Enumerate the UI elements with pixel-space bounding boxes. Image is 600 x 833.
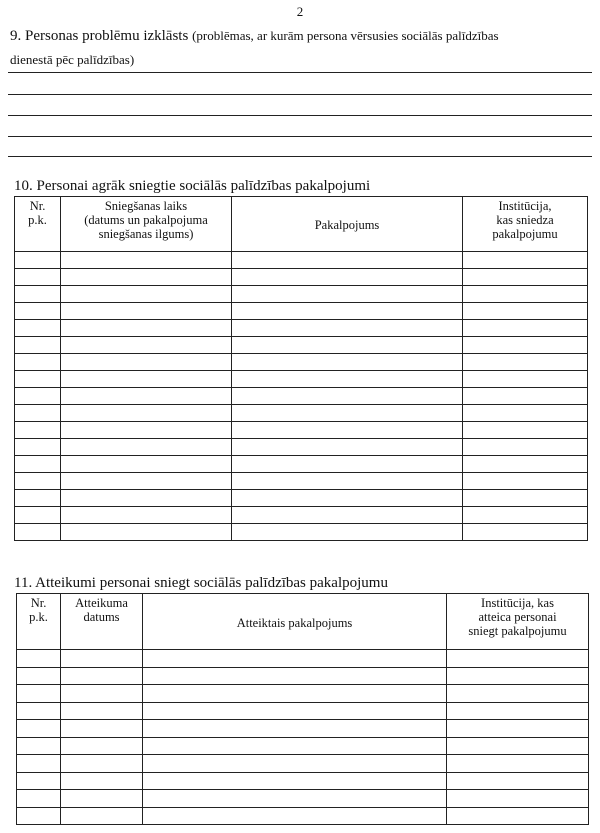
table-cell[interactable] (232, 286, 463, 303)
table-cell[interactable] (232, 320, 463, 337)
table-cell[interactable] (463, 456, 588, 473)
table-cell[interactable] (17, 807, 61, 825)
table-cell[interactable] (61, 807, 143, 825)
table-cell[interactable] (17, 755, 61, 773)
answer-line[interactable] (8, 136, 592, 137)
table-row (17, 720, 589, 738)
table-cell[interactable] (61, 269, 232, 286)
table-cell[interactable] (61, 320, 232, 337)
table-row (15, 337, 588, 354)
table-cell[interactable] (463, 524, 588, 541)
table-row (15, 456, 588, 473)
table-row (17, 790, 589, 808)
table-cell[interactable] (61, 354, 232, 371)
table-cell[interactable] (61, 490, 232, 507)
table-row (15, 320, 588, 337)
table-cell[interactable] (17, 685, 61, 703)
table-cell[interactable] (61, 371, 232, 388)
table-cell[interactable] (463, 507, 588, 524)
table-cell[interactable] (61, 337, 232, 354)
table-cell[interactable] (143, 650, 447, 668)
table-row (15, 473, 588, 490)
table-cell[interactable] (232, 524, 463, 541)
table-cell[interactable] (61, 303, 232, 320)
services-provided-table (14, 196, 588, 541)
table-cell[interactable] (61, 720, 143, 738)
section-9-title (10, 26, 595, 46)
table-cell[interactable] (17, 702, 61, 720)
table-cell[interactable] (143, 772, 447, 790)
table-row (15, 439, 588, 456)
table-cell[interactable] (232, 473, 463, 490)
table-cell[interactable] (232, 354, 463, 371)
table-cell[interactable] (143, 807, 447, 825)
table-row (17, 685, 589, 703)
table-cell[interactable] (61, 790, 143, 808)
table-cell[interactable] (447, 772, 589, 790)
table-cell[interactable] (447, 790, 589, 808)
table-cell[interactable] (61, 439, 232, 456)
table-cell[interactable] (447, 667, 589, 685)
table-cell[interactable] (447, 685, 589, 703)
table-cell[interactable] (232, 490, 463, 507)
answer-line[interactable] (8, 94, 592, 95)
table-cell[interactable] (61, 685, 143, 703)
table-cell[interactable] (143, 790, 447, 808)
answer-line[interactable] (8, 115, 592, 116)
table-cell[interactable] (17, 650, 61, 668)
table-cell[interactable] (61, 473, 232, 490)
column-header-institution: Institūcija, kas sniedza pakalpojumu (463, 197, 588, 252)
table-cell[interactable] (463, 388, 588, 405)
table-row (17, 772, 589, 790)
table-cell[interactable] (232, 303, 463, 320)
table-cell[interactable] (143, 737, 447, 755)
column-header-nr: Nr. p.k. (17, 594, 61, 650)
table-cell[interactable] (463, 371, 588, 388)
column-header-refused-service: Atteiktais pakalpojums (143, 594, 447, 650)
table-cell[interactable] (15, 439, 61, 456)
column-header-service: Pakalpojums (232, 197, 463, 252)
table-row (15, 507, 588, 524)
table-cell[interactable] (61, 405, 232, 422)
table-cell[interactable] (17, 720, 61, 738)
table-cell[interactable] (143, 755, 447, 773)
table-cell[interactable] (232, 371, 463, 388)
table-cell[interactable] (232, 252, 463, 269)
answer-line[interactable] (8, 72, 592, 73)
table-cell[interactable] (61, 755, 143, 773)
table-cell[interactable] (447, 737, 589, 755)
table-cell[interactable] (61, 650, 143, 668)
table-cell[interactable] (17, 737, 61, 755)
table-row (17, 650, 589, 668)
refusals-rows (17, 650, 589, 825)
table-row (17, 737, 589, 755)
section-9-title-main: 9. Personas problēmu izklāsts (10, 28, 189, 44)
refusals-table (16, 593, 589, 825)
table-row (15, 286, 588, 303)
table-cell[interactable] (463, 490, 588, 507)
table-cell[interactable] (15, 337, 61, 354)
table-cell[interactable] (15, 405, 61, 422)
table-row (15, 422, 588, 439)
table-cell[interactable] (463, 269, 588, 286)
table-cell[interactable] (232, 507, 463, 524)
table-cell[interactable] (15, 473, 61, 490)
table-row (15, 405, 588, 422)
table-cell[interactable] (232, 405, 463, 422)
table-cell[interactable] (447, 720, 589, 738)
table-cell[interactable] (17, 772, 61, 790)
table-row (15, 269, 588, 286)
table-cell[interactable] (15, 507, 61, 524)
table-cell[interactable] (61, 252, 232, 269)
table-cell[interactable] (463, 337, 588, 354)
table-cell[interactable] (463, 439, 588, 456)
section-9-title-paren: (problēmas, ar kurām persona vērsusies sociālās palīdzības (192, 28, 499, 43)
table-cell[interactable] (463, 405, 588, 422)
table-cell[interactable] (15, 354, 61, 371)
column-header-refusal-date: Atteikuma datums (61, 594, 143, 650)
table-row (17, 807, 589, 825)
table-cell[interactable] (143, 702, 447, 720)
table-cell[interactable] (447, 755, 589, 773)
page-number: 2 (296, 4, 304, 19)
table-cell[interactable] (463, 252, 588, 269)
table-cell[interactable] (15, 286, 61, 303)
table-row (17, 755, 589, 773)
table-cell[interactable] (232, 337, 463, 354)
table-cell[interactable] (143, 720, 447, 738)
table-row (17, 667, 589, 685)
table-cell[interactable] (61, 702, 143, 720)
table-cell[interactable] (15, 388, 61, 405)
table-row (15, 490, 588, 507)
table-cell[interactable] (232, 456, 463, 473)
table-row (15, 388, 588, 405)
table-cell[interactable] (232, 388, 463, 405)
services-provided-rows (15, 252, 588, 541)
table-cell[interactable] (61, 667, 143, 685)
table-cell[interactable] (232, 269, 463, 286)
table-cell[interactable] (61, 772, 143, 790)
table-cell[interactable] (15, 320, 61, 337)
column-header-time: Sniegšanas laiks (datums un pakalpojuma sniegšanas ilgums) (61, 197, 232, 252)
section-11-title: 11. Atteikumi personai sniegt sociālās palīdzības pakalpojumu (14, 575, 388, 591)
table-cell[interactable] (143, 667, 447, 685)
table-cell[interactable] (463, 303, 588, 320)
table-cell[interactable] (15, 371, 61, 388)
table-cell[interactable] (463, 473, 588, 490)
table-cell[interactable] (61, 737, 143, 755)
table-cell[interactable] (61, 456, 232, 473)
table-cell[interactable] (463, 286, 588, 303)
table-cell[interactable] (15, 303, 61, 320)
table-cell[interactable] (447, 702, 589, 720)
table-cell[interactable] (17, 790, 61, 808)
table-row (15, 252, 588, 269)
table-row (15, 354, 588, 371)
table-cell[interactable] (463, 422, 588, 439)
table-cell[interactable] (15, 269, 61, 286)
table-row (15, 524, 588, 541)
table-cell[interactable] (447, 807, 589, 825)
column-header-refusing-institution: Institūcija, kas atteica personai sniegt pakalpojumu (447, 594, 589, 650)
table-cell[interactable] (15, 252, 61, 269)
answer-line[interactable] (8, 156, 592, 157)
table-row (17, 702, 589, 720)
section-10-title: 10. Personai agrāk sniegtie sociālās palīdzības pakalpojumi (14, 178, 371, 194)
table-cell[interactable] (232, 439, 463, 456)
table-cell[interactable] (61, 524, 232, 541)
table-cell[interactable] (15, 422, 61, 439)
table-cell[interactable] (143, 685, 447, 703)
table-row (15, 371, 588, 388)
section-9-title-continuation: dienestā pēc palīdzības) (10, 52, 135, 67)
table-cell[interactable] (232, 422, 463, 439)
column-header-nr: Nr. p.k. (15, 197, 61, 252)
table-cell[interactable] (15, 456, 61, 473)
table-cell[interactable] (463, 320, 588, 337)
table-cell[interactable] (15, 490, 61, 507)
table-cell[interactable] (61, 422, 232, 439)
table-cell[interactable] (463, 354, 588, 371)
table-cell[interactable] (17, 667, 61, 685)
table-cell[interactable] (447, 650, 589, 668)
table-cell[interactable] (61, 286, 232, 303)
table-cell[interactable] (61, 507, 232, 524)
table-cell[interactable] (15, 524, 61, 541)
table-row (15, 303, 588, 320)
table-cell[interactable] (61, 388, 232, 405)
